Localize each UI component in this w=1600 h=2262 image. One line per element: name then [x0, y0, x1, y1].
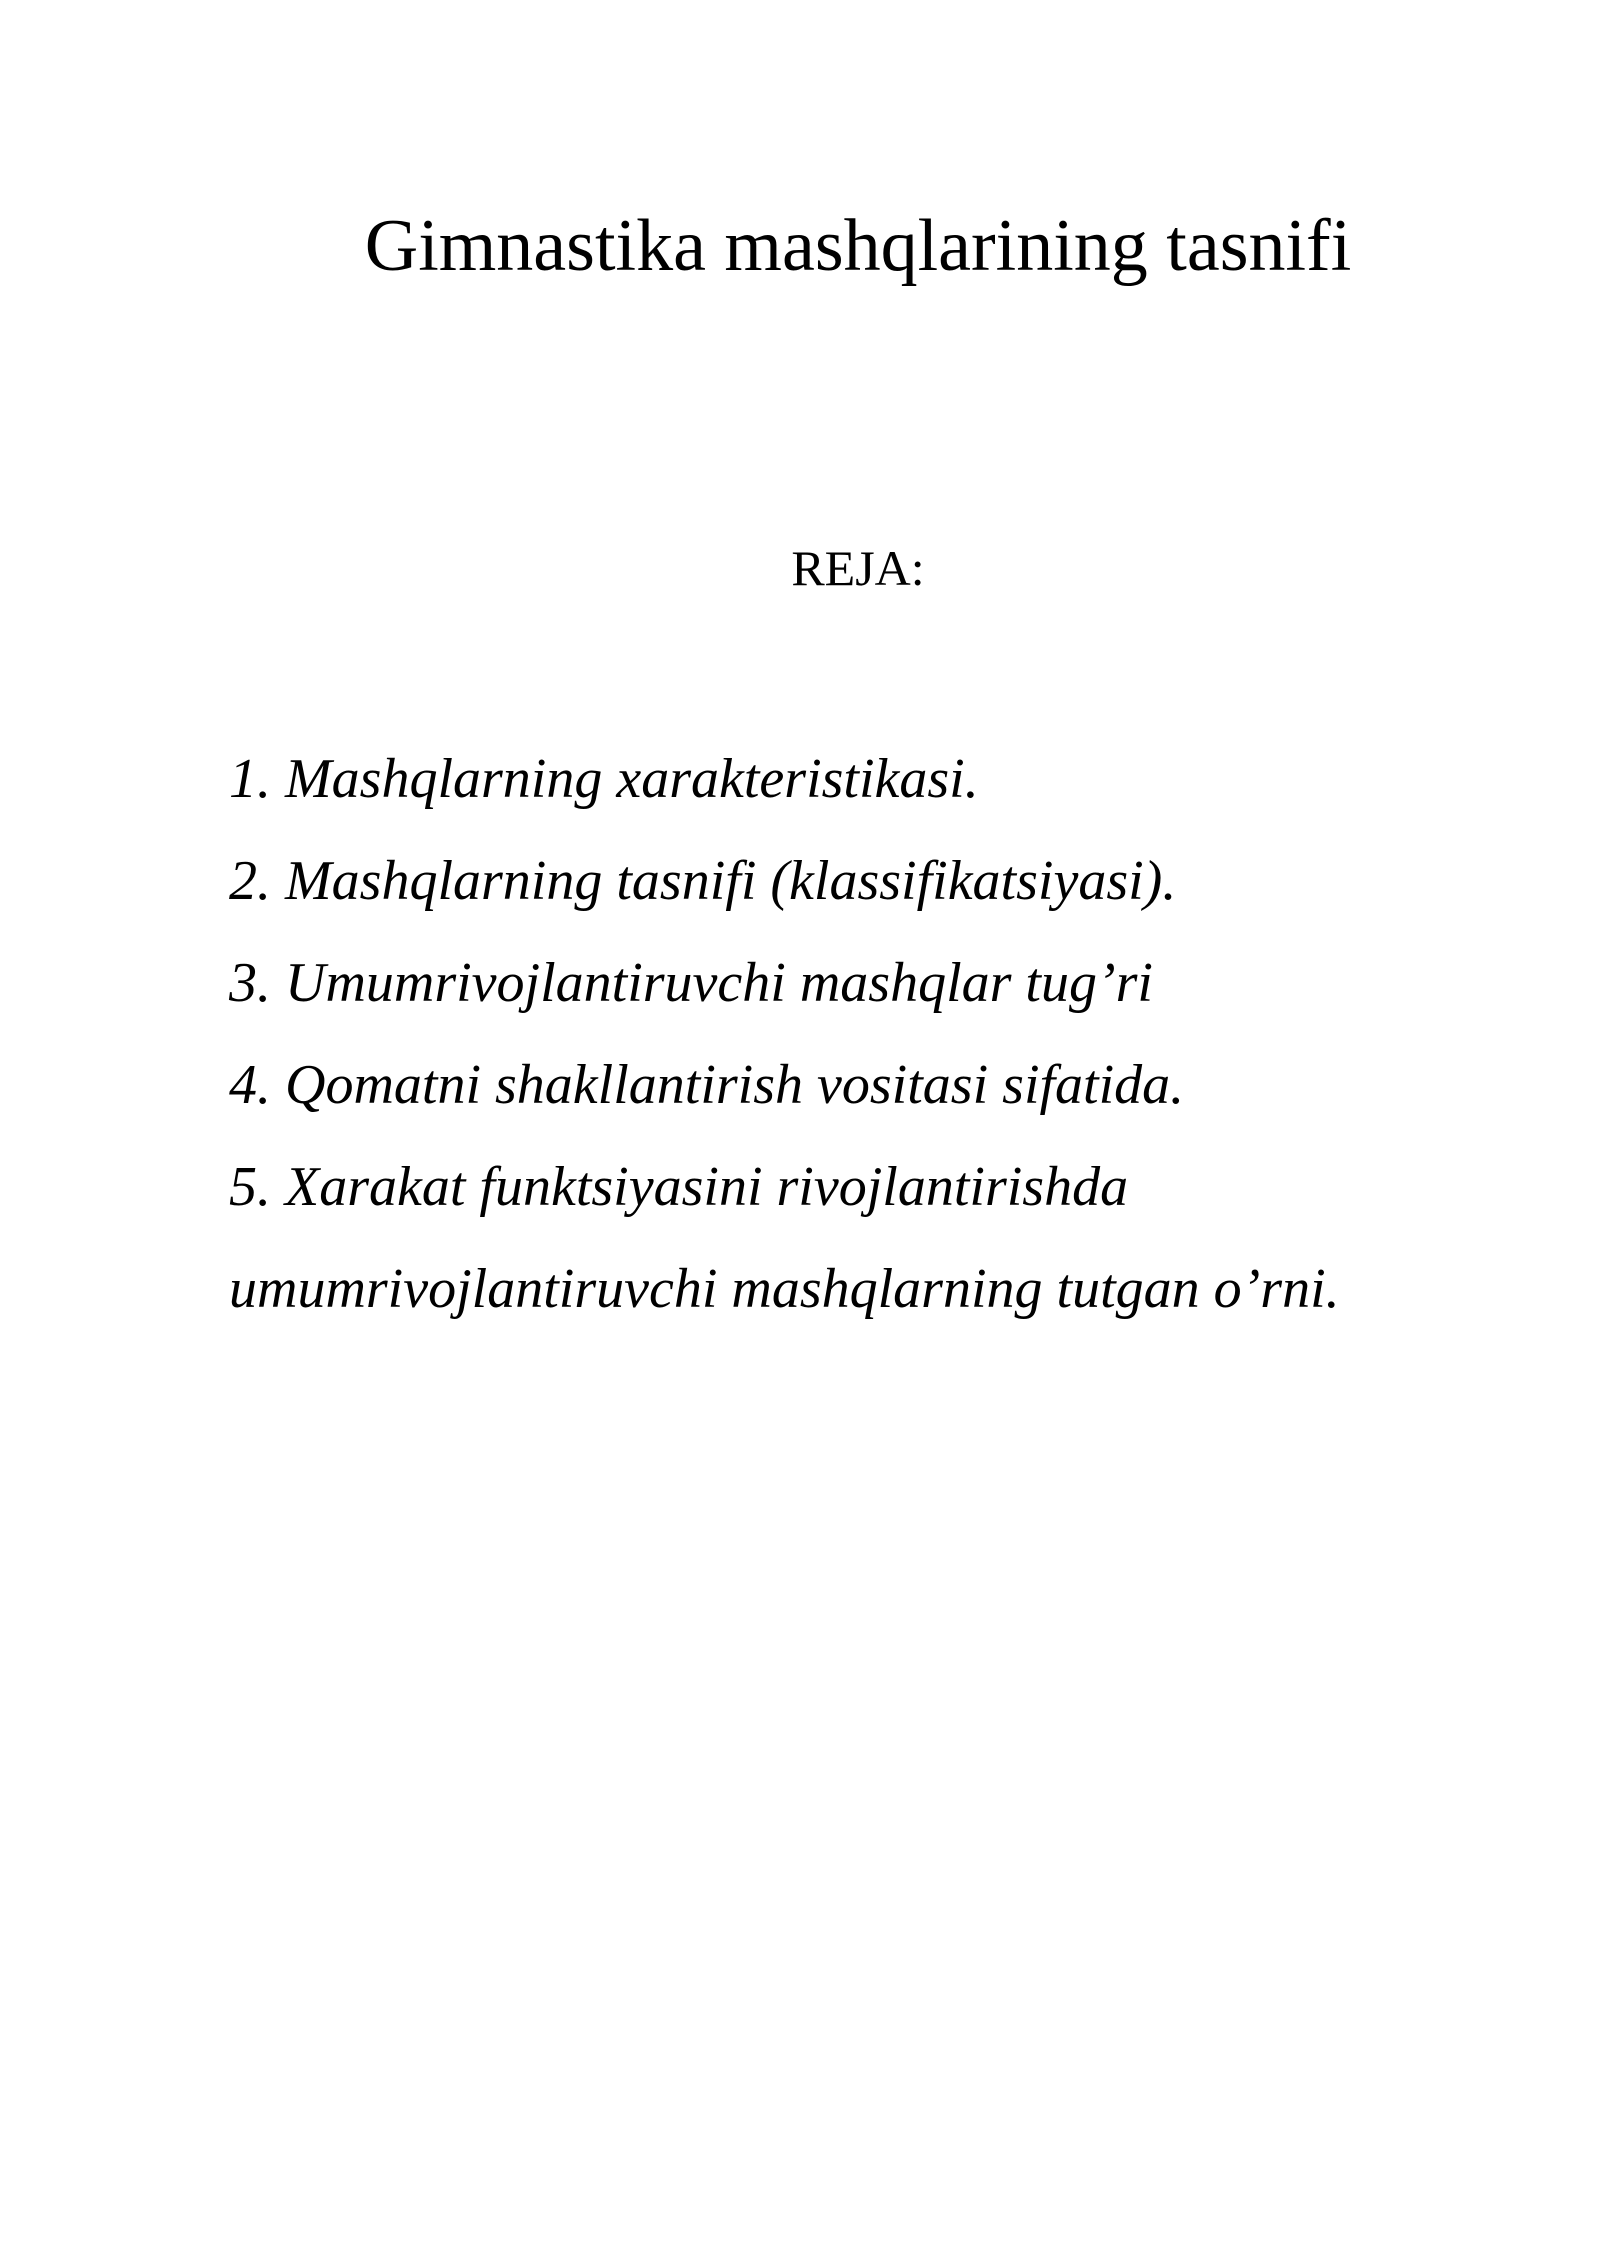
document-title: Gimnastika mashqlarining tasnifi — [364, 205, 1352, 287]
plan-item: 4. Qomatni shakllantirish vositasi sifatida. — [229, 1054, 1185, 1116]
plan-item: 1. Mashqlarning xarakteristikasi. — [229, 748, 979, 810]
plan-item: umumrivojlantiruvchi mashqlarning tutgan o’rni. — [229, 1258, 1340, 1320]
plan-list — [229, 728, 1529, 1340]
plan-item: 3. Umumrivojlantiruvchi mashqlar tug’ri — [229, 952, 1153, 1014]
plan-item: 2. Mashqlarning tasnifi (klassifikatsiyasi). — [229, 850, 1177, 912]
plan-item: 5. Xarakat funktsiyasini rivojlantirishda — [229, 1156, 1129, 1218]
plan-heading: REJA: — [791, 540, 925, 596]
